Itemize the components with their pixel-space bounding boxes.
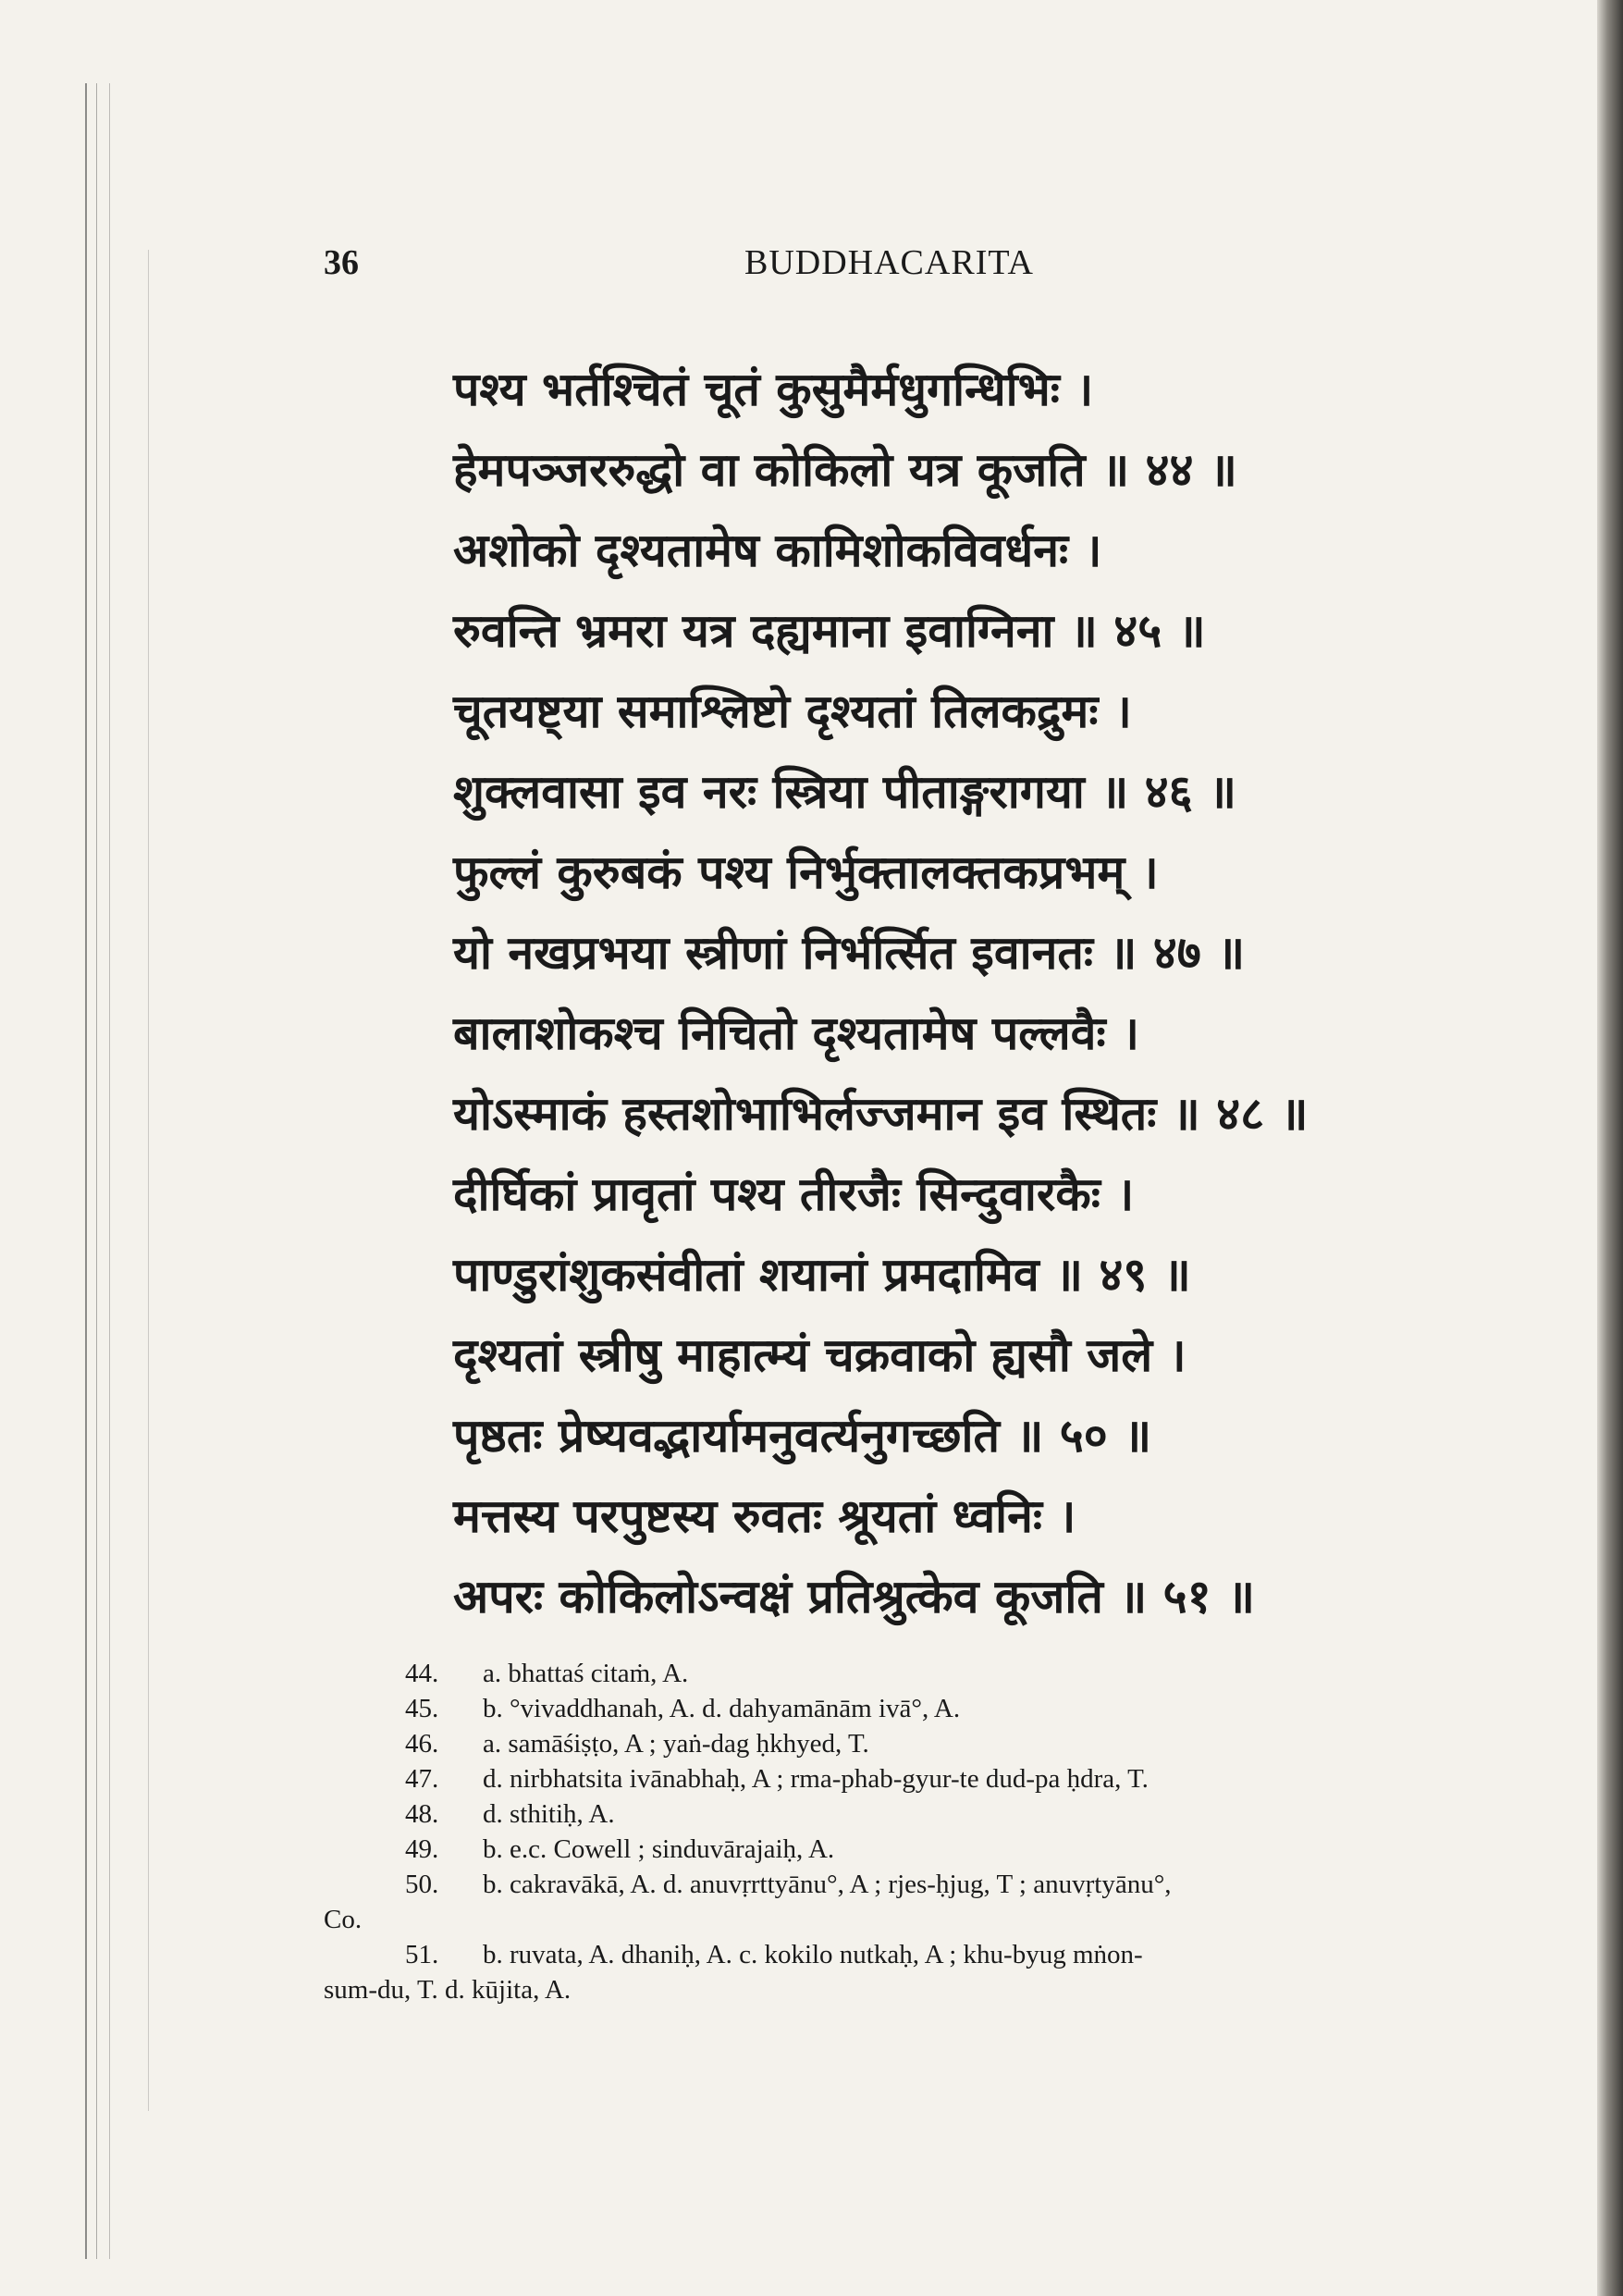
running-title: BUDDHACARITA [744, 243, 1034, 282]
verse-line: अशोको दृश्यतामेष कामिशोकविवर्धनः । [453, 524, 1102, 577]
binding-edge-line [85, 83, 87, 2259]
verse-line: पश्य भर्तश्चितं चूतं कुसुमैर्मधुगन्धिभिः । [453, 363, 1094, 416]
binding-edge-line [148, 250, 149, 2111]
verse-line: फुल्लं कुरुबकं पश्य निर्भुक्तालक्तकप्रभम् । [453, 846, 1159, 899]
page-edge-shadow [1597, 0, 1623, 2296]
footnote [324, 1937, 1526, 1972]
verse-line: दीर्घिकां प्रावृतां पश्य तीरजैः सिन्दुवारकैः । [453, 1167, 1135, 1221]
footnote-text: b. °vivaddhanah, A. d. dahyamānām ivā°, A. [483, 1694, 961, 1723]
footnote-number: 47. [405, 1764, 439, 1794]
footnote [324, 1867, 1526, 1902]
footnote-number: 45. [405, 1694, 439, 1723]
verse-block [453, 350, 1470, 1637]
verse-line: पृष्ठतः प्रेष्यवद्भार्यामनुवर्त्यनुगच्छति ॥ ५० ॥ [453, 1409, 1152, 1463]
footnote-text: a. bhattaś citaṁ, A. [483, 1659, 689, 1688]
footnote [324, 1691, 1526, 1726]
footnote-text: Co. [324, 1905, 363, 1934]
footnote-number: 49. [405, 1834, 439, 1864]
footnote-text: b. e.c. Cowell ; sinduvārajaiḥ, A. [483, 1834, 835, 1864]
footnote [324, 1726, 1526, 1761]
binding-edge-line [109, 83, 110, 2259]
verse-line: अपरः कोकिलोऽन्वक्षं प्रतिश्रुत्केव कूजति ॥ ५१ ॥ [453, 1570, 1255, 1623]
footnotes [324, 1656, 1526, 2007]
verse-line: यो नखप्रभया स्त्रीणां निर्भर्त्सित इवानतः ॥ ४७ ॥ [453, 926, 1246, 980]
verse-line: बालाशोकश्च निचितो दृश्यतामेष पल्लवैः । [453, 1006, 1139, 1060]
footnote-continuation [324, 1972, 1526, 2007]
footnote-number: 44. [405, 1659, 439, 1688]
footnote-number: 48. [405, 1799, 439, 1829]
footnote [324, 1656, 1526, 1691]
page-number: 36 [324, 243, 359, 282]
verse-line: रुवन्ति भ्रमरा यत्र दह्यमाना इवाग्निना ॥ ४५ ॥ [453, 604, 1206, 658]
footnote-text: d. nirbhatsita ivānabhaḥ, A ; rma-phab-gyur-te dud-pa ḥdra, T. [483, 1764, 1149, 1794]
footnote-text: b. ruvata, A. dhaniḥ, A. c. kokilo nutkaḥ, A ; khu-byug mṅon- [483, 1940, 1143, 1969]
footnote-text: a. samāśiṣṭo, A ; yaṅ-dag ḥkhyed, T. [483, 1729, 869, 1759]
verse-line: पाण्डुरांशुकसंवीतां शयानां प्रमदामिव ॥ ४९ ॥ [453, 1248, 1191, 1302]
verse-line: हेमपञ्जररुद्धो वा कोकिलो यत्र कूजति ॥ ४४ ॥ [453, 443, 1237, 497]
binding-edge-line [96, 83, 97, 2259]
footnote [324, 1761, 1526, 1796]
verse-line: मत्तस्य परपुष्टस्य रुवतः श्रूयतां ध्वनिः । [453, 1489, 1076, 1543]
verse-line: योऽस्माकं हस्तशोभाभिर्लज्जमान इव स्थितः ॥ ४८ ॥ [453, 1087, 1309, 1141]
page-header [324, 242, 1248, 289]
footnote-number: 50. [405, 1870, 439, 1899]
verse-line: चूतयष्ट्या समाश्लिष्टो दृश्यतां तिलकद्रुमः । [453, 685, 1132, 738]
footnote-number: 51. [405, 1940, 439, 1969]
footnote-text: sum-du, T. d. kūjita, A. [324, 1975, 572, 2005]
footnote-text: d. sthitiḥ, A. [483, 1799, 615, 1829]
verse-line: दृश्यतां स्त्रीषु माहात्म्यं चक्रवाको ह्यसौ जले । [453, 1328, 1187, 1382]
footnote [324, 1832, 1526, 1867]
footnote-continuation [324, 1902, 1526, 1937]
footnote-text: b. cakravākā, A. d. anuvṛrttyānu°, A ; rjes-ḥjug, T ; anuvṛtyānu°, [483, 1870, 1172, 1899]
verse-line: शुक्लवासा इव नरः स्त्रिया पीताङ्गरागया ॥ ४६ ॥ [453, 765, 1236, 819]
footnote [324, 1796, 1526, 1832]
footnote-number: 46. [405, 1729, 439, 1759]
